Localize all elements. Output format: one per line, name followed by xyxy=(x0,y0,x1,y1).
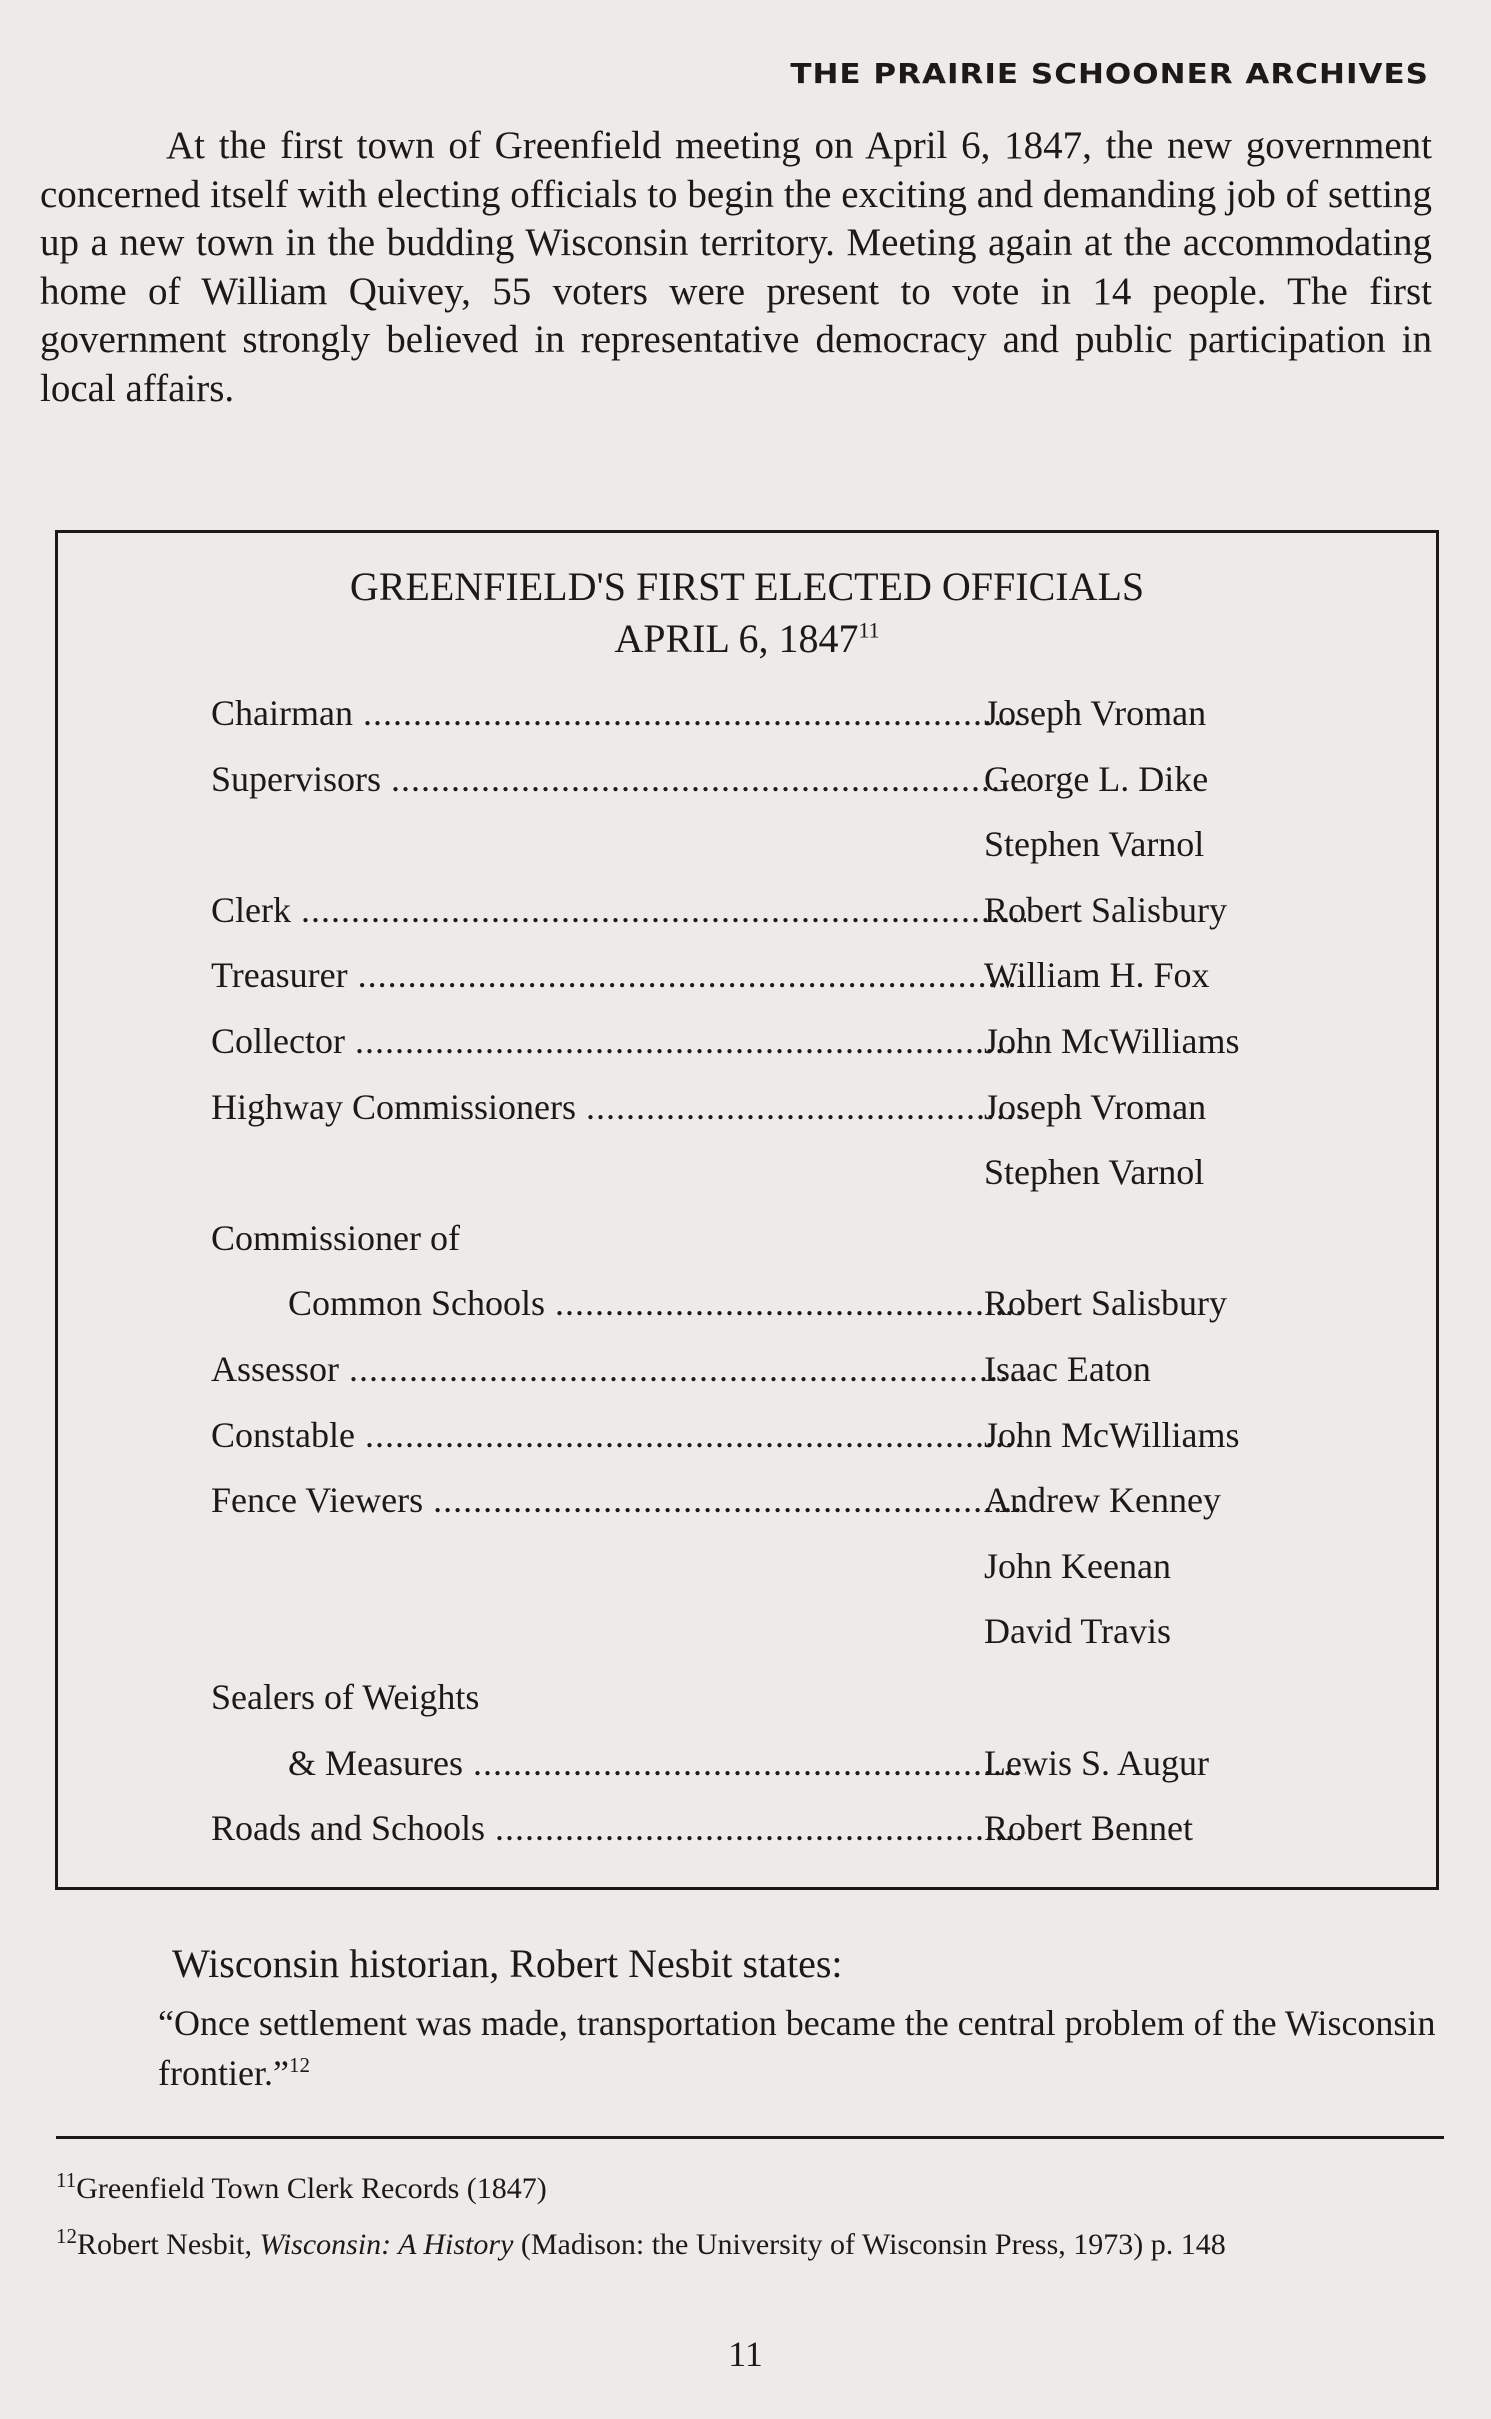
official-name: Joseph Vroman xyxy=(984,1087,1207,1127)
official-row xyxy=(58,953,1436,997)
official-row xyxy=(58,1478,1436,1522)
official-office: Collector ..... xyxy=(211,1019,1026,1063)
official-name: David Travis xyxy=(984,1611,1172,1651)
official-office: Constable ..... xyxy=(211,1413,1026,1457)
official-office: Chairman ..... xyxy=(211,691,1026,735)
footnote-ref-12: 12 xyxy=(288,2053,310,2077)
official-row xyxy=(58,1281,1436,1325)
running-header: THE PRAIRIE SCHOONER ARCHIVES xyxy=(790,57,1429,91)
official-row xyxy=(58,1019,1436,1063)
official-row xyxy=(58,822,1436,866)
official-office: Treasurer ..... xyxy=(211,953,1026,997)
official-name: John Keenan xyxy=(984,1546,1171,1586)
official-name: William H. Fox xyxy=(984,955,1210,995)
official-name: Robert Salisbury xyxy=(984,1283,1227,1323)
official-name: Joseph Vroman xyxy=(984,693,1207,733)
official-name: George L. Dike xyxy=(984,759,1209,799)
official-name: Robert Salisbury xyxy=(984,890,1227,930)
officials-box xyxy=(55,530,1439,1890)
official-office: Clerk ..... xyxy=(211,888,1026,932)
official-name: John McWilliams xyxy=(984,1415,1240,1455)
official-name: Lewis S. Augur xyxy=(984,1743,1209,1783)
page-number: 11 xyxy=(728,2334,763,2374)
official-row xyxy=(58,757,1436,801)
official-name: John McWilliams xyxy=(984,1021,1240,1061)
footnote-12-mark: 12 xyxy=(56,2224,77,2248)
official-row xyxy=(58,1609,1436,1653)
quote-body: “Once settlement was made, transportation became the central problem of the Wisconsin frontier.” xyxy=(158,2003,1436,2093)
official-row xyxy=(58,1150,1436,1194)
official-office: Assessor ..... xyxy=(211,1347,1026,1391)
intro-paragraph: At the first town of Greenfield meeting on April 6, 1847, the new government concerned itself with electing officials to begin the exciting and demanding job of setting up a new town in the budding Wisconsin territory. Meeting again at the accommodating home of William Quivey, 55 voters were present to vote in 14 people. The first government strongly believed in representative democracy and public participation in local affairs. xyxy=(40,124,1432,410)
official-row xyxy=(58,1216,1436,1260)
official-row xyxy=(58,1544,1436,1588)
official-office: Fence Viewers ..... xyxy=(211,1478,1026,1522)
official-row xyxy=(58,1347,1436,1391)
official-name: Isaac Eaton xyxy=(984,1349,1151,1389)
officials-list xyxy=(58,533,1436,1887)
official-office: Sealers of Weights xyxy=(211,1677,480,1717)
footnote-11 xyxy=(56,2170,1446,2208)
footnote-12-rest: (Madison: the University of Wisconsin Press, 1973) p. 148 xyxy=(513,2228,1226,2261)
official-office: Common Schools ..... xyxy=(211,1281,1026,1325)
footnote-divider xyxy=(56,2136,1444,2139)
official-row xyxy=(58,1085,1436,1129)
official-office: Commissioner of xyxy=(211,1218,460,1258)
quote-intro: Wisconsin historian, Robert Nesbit states: xyxy=(172,1941,843,1986)
officials-subtitle-text: APRIL 6, 1847 xyxy=(614,616,859,661)
official-row xyxy=(58,888,1436,932)
official-office: Highway Commissioners ..... xyxy=(211,1085,1026,1129)
official-name: Andrew Kenney xyxy=(984,1480,1221,1520)
official-row xyxy=(58,1413,1436,1457)
official-row xyxy=(58,1675,1436,1719)
official-row xyxy=(58,1741,1436,1785)
official-name: Stephen Varnol xyxy=(984,1152,1205,1192)
official-office: Roads and Schools ..... xyxy=(211,1806,1026,1850)
official-office: Supervisors ..... xyxy=(211,757,1026,801)
officials-title: GREENFIELD'S FIRST ELECTED OFFICIALS xyxy=(349,564,1145,609)
footnote-11-text: Greenfield Town Clerk Records (1847) xyxy=(76,2172,547,2205)
footnote-11-mark: 11 xyxy=(56,2168,77,2192)
footnote-12 xyxy=(56,2226,1446,2264)
footnote-12-title: Wisconsin: A History xyxy=(259,2228,514,2261)
official-row xyxy=(58,691,1436,735)
quote-text xyxy=(158,1998,1436,2098)
official-office: & Measures ..... xyxy=(211,1741,1026,1785)
official-name: Robert Bennet xyxy=(984,1808,1193,1848)
footnote-ref-11: 11 xyxy=(858,617,880,643)
official-row xyxy=(58,1806,1436,1850)
official-name: Stephen Varnol xyxy=(984,824,1205,864)
footnote-12-author: Robert Nesbit, xyxy=(77,2228,260,2261)
